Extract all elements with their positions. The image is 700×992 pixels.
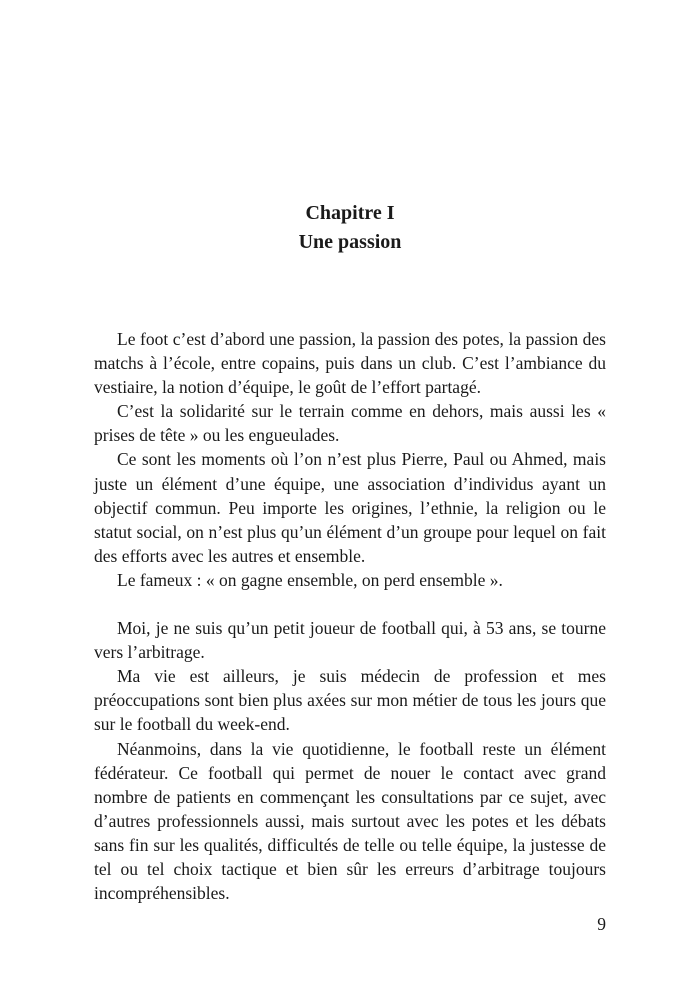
chapter-title: Une passion (298, 231, 402, 253)
paragraph: Néanmoins, dans la vie quotidienne, le football reste un élément fédérateur. Ce football qui permet de nouer le contact avec grand nombre de patients en commençant les consultations par ce sujet, avec d’autres professionnels aussi, mais surtout avec les potes et les débats sans fin sur les qualités, difficultés de telle ou telle équipe, la justesse de tel ou tel choix tactique et bien sûr les erreurs d’arbitrage toujours incompréhensibles. (94, 738, 606, 904)
page-number: 9 (597, 914, 606, 934)
paragraph: C’est la solidarité sur le terrain comme en dehors, mais aussi les « prises de tête » ou les engueulades. (94, 401, 606, 446)
paragraph: Ce sont les moments où l’on n’est plus Pierre, Paul ou Ahmed, mais juste un élément d’une équipe, une association d’individus ayant un objectif commun. Peu importe les origines, l’ethnie, la religion ou le statut social, on n’est plus qu’un élément d’un groupe pour lequel on fait des efforts avec les autres et ensemble. (94, 449, 606, 566)
chapter-heading (0, 199, 700, 257)
chapter-body (94, 327, 606, 905)
paragraph: Le foot c’est d’abord une passion, la passion des potes, la passion des matchs à l’école, entre copains, puis dans un club. C’est l’ambiance du vestiaire, la notion d’équipe, le goût de l’effort partagé. (94, 329, 606, 398)
paragraph: Moi, je ne suis qu’un petit joueur de football qui, à 53 ans, se tourne vers l’arbitrage. (94, 618, 606, 663)
paragraph: Le fameux : « on gagne ensemble, on perd ensemble ». (117, 569, 503, 590)
paragraph: Ma vie est ailleurs, je suis médecin de profession et mes préoccupations sont bien plus axées sur mon métier de tous les jours que sur le football du week-end. (94, 666, 606, 735)
chapter-number: Chapitre I (305, 202, 395, 224)
